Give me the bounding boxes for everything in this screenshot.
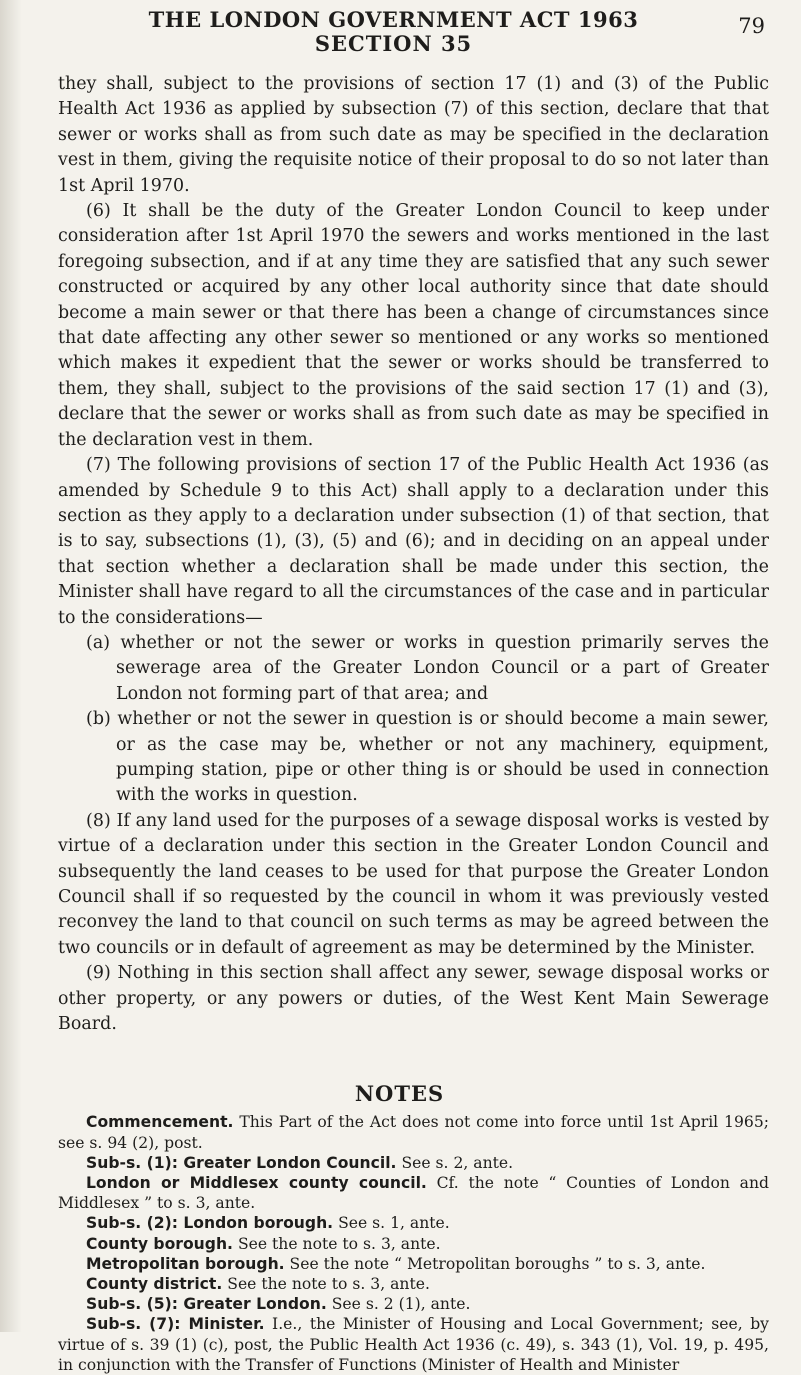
note-item	[58, 1254, 769, 1274]
note-text: I.e., the Minister of Housing and Local Government; see, by virtue of s. 39 (1) (c), post, the Public Health Act 1936 (c. 49), s. 343 (1), Vol. 19, p. 495, in conjunction with the Transfer of Functions (Minister of Health and Minister	[58, 1315, 769, 1374]
statute-text	[58, 72, 769, 1037]
note-head: Sub-s. (2): London borough.	[86, 1214, 334, 1233]
note-head: Metropolitan borough.	[86, 1254, 285, 1273]
note-text: See s. 1, ante.	[333, 1214, 450, 1233]
note-item	[58, 1173, 769, 1213]
note-item	[58, 1294, 769, 1314]
note-item	[58, 1314, 769, 1375]
note-head: London or Middlesex county council.	[86, 1174, 427, 1193]
note-item	[58, 1112, 769, 1152]
note-head: Commencement.	[86, 1113, 234, 1132]
notes-heading: NOTES	[354, 1081, 445, 1107]
binding-shadow	[0, 0, 22, 1332]
note-text: See s. 2, ante.	[396, 1153, 514, 1172]
page-number: 79	[738, 14, 765, 38]
subsection-6: (6) It shall be the duty of the Greater London Council to keep under consideration after 1st April 1970 the sewers and works mentioned in the last foregoing subsection, and if at any time they are satisfied that any such sewer constructed or acquired by any other local authority since that date should become a main sewer or that there has been a change of circumstances since that date affecting any other sewer so mentioned or any works so mentioned which makes it expedient that the sewer or works should be transferred to them, they shall, subject to the provisions of the said section 17 (1) and (3), declare that the sewer or works shall as from such date as may be specified in the declaration vest in them.	[58, 201, 769, 450]
note-text: See the note “ Metropolitan boroughs ” to s. 3, ante.	[284, 1254, 706, 1273]
note-item	[58, 1234, 769, 1254]
note-head: Sub-s. (5): Greater London.	[86, 1295, 327, 1314]
section-heading: SECTION 35	[314, 31, 473, 56]
note-text: See s. 2 (1), ante.	[326, 1295, 471, 1314]
subsection-8: (8) If any land used for the purposes of a sewage disposal works is vested by virtue of a declaration under this section in the Greater London Council and subsequently the land ceases to be used for that purpose the Greater London Council shall if so requested by the council in whom it was previously vested reconvey the land to that council on such terms as may be agreed between the two councils or in default of agreement as may be determined by the Minister.	[58, 810, 769, 958]
note-head: Sub-s. (7): Minister.	[86, 1315, 265, 1334]
subsection-7-b: (b) whether or not the sewer in question is or should become a main sewer, or as the case may be, whether or not any machinery, equipment, pumping station, pipe or other thing is or should be used in connection with the works in question.	[86, 709, 769, 806]
note-text: Cf. the note “ Counties of London and Middlesex ” to s. 3, ante.	[58, 1174, 769, 1213]
note-head: County district.	[86, 1275, 223, 1294]
note-item	[58, 1213, 769, 1233]
note-text: See the note to s. 3, ante.	[222, 1275, 430, 1294]
subsection-9: (9) Nothing in this section shall affect any sewer, sewage disposal works or other property, or any powers or duties, of the West Kent Main Sewerage Board.	[58, 963, 769, 1035]
note-item	[58, 1153, 769, 1173]
note-text: This Part of the Act does not come into force until 1st April 1965; see s. 94 (2), post.	[58, 1113, 769, 1152]
note-head: County borough.	[86, 1234, 233, 1253]
note-text: See the note to s. 3, ante.	[232, 1234, 441, 1253]
note-item	[58, 1274, 769, 1294]
running-title: THE LONDON GOVERNMENT ACT 1963	[148, 7, 639, 32]
note-head: Sub-s. (1): Greater London Council.	[86, 1153, 397, 1172]
subsection-7: (7) The following provisions of section 17 of the Public Health Act 1936 (as amended by Schedule 9 to this Act) shall apply to a declaration under this section as they apply to a declaration under subsection (1) of that section, that is to say, subsections (1), (3), (5) and (6); and in deciding on an appeal under that section whether a declaration shall be made under this section, the Minister shall have regard to all the circumstances of the case and in particular to the considerations—	[58, 455, 769, 628]
paragraph-continued: they shall, subject to the provisions of section 17 (1) and (3) of the Public Health Act 1936 as applied by subsection (7) of this section, declare that that sewer or works shall as from such date as may be specified in the declaration vest in them, giving the requisite notice of their proposal to do so not later than 1st April 1970.	[58, 74, 769, 196]
subsection-7-a: (a) whether or not the sewer or works in question primarily serves the sewerage area of the Greater London Council or a part of Greater London not forming part of that area; and	[86, 632, 769, 704]
notes-list	[58, 1112, 769, 1375]
